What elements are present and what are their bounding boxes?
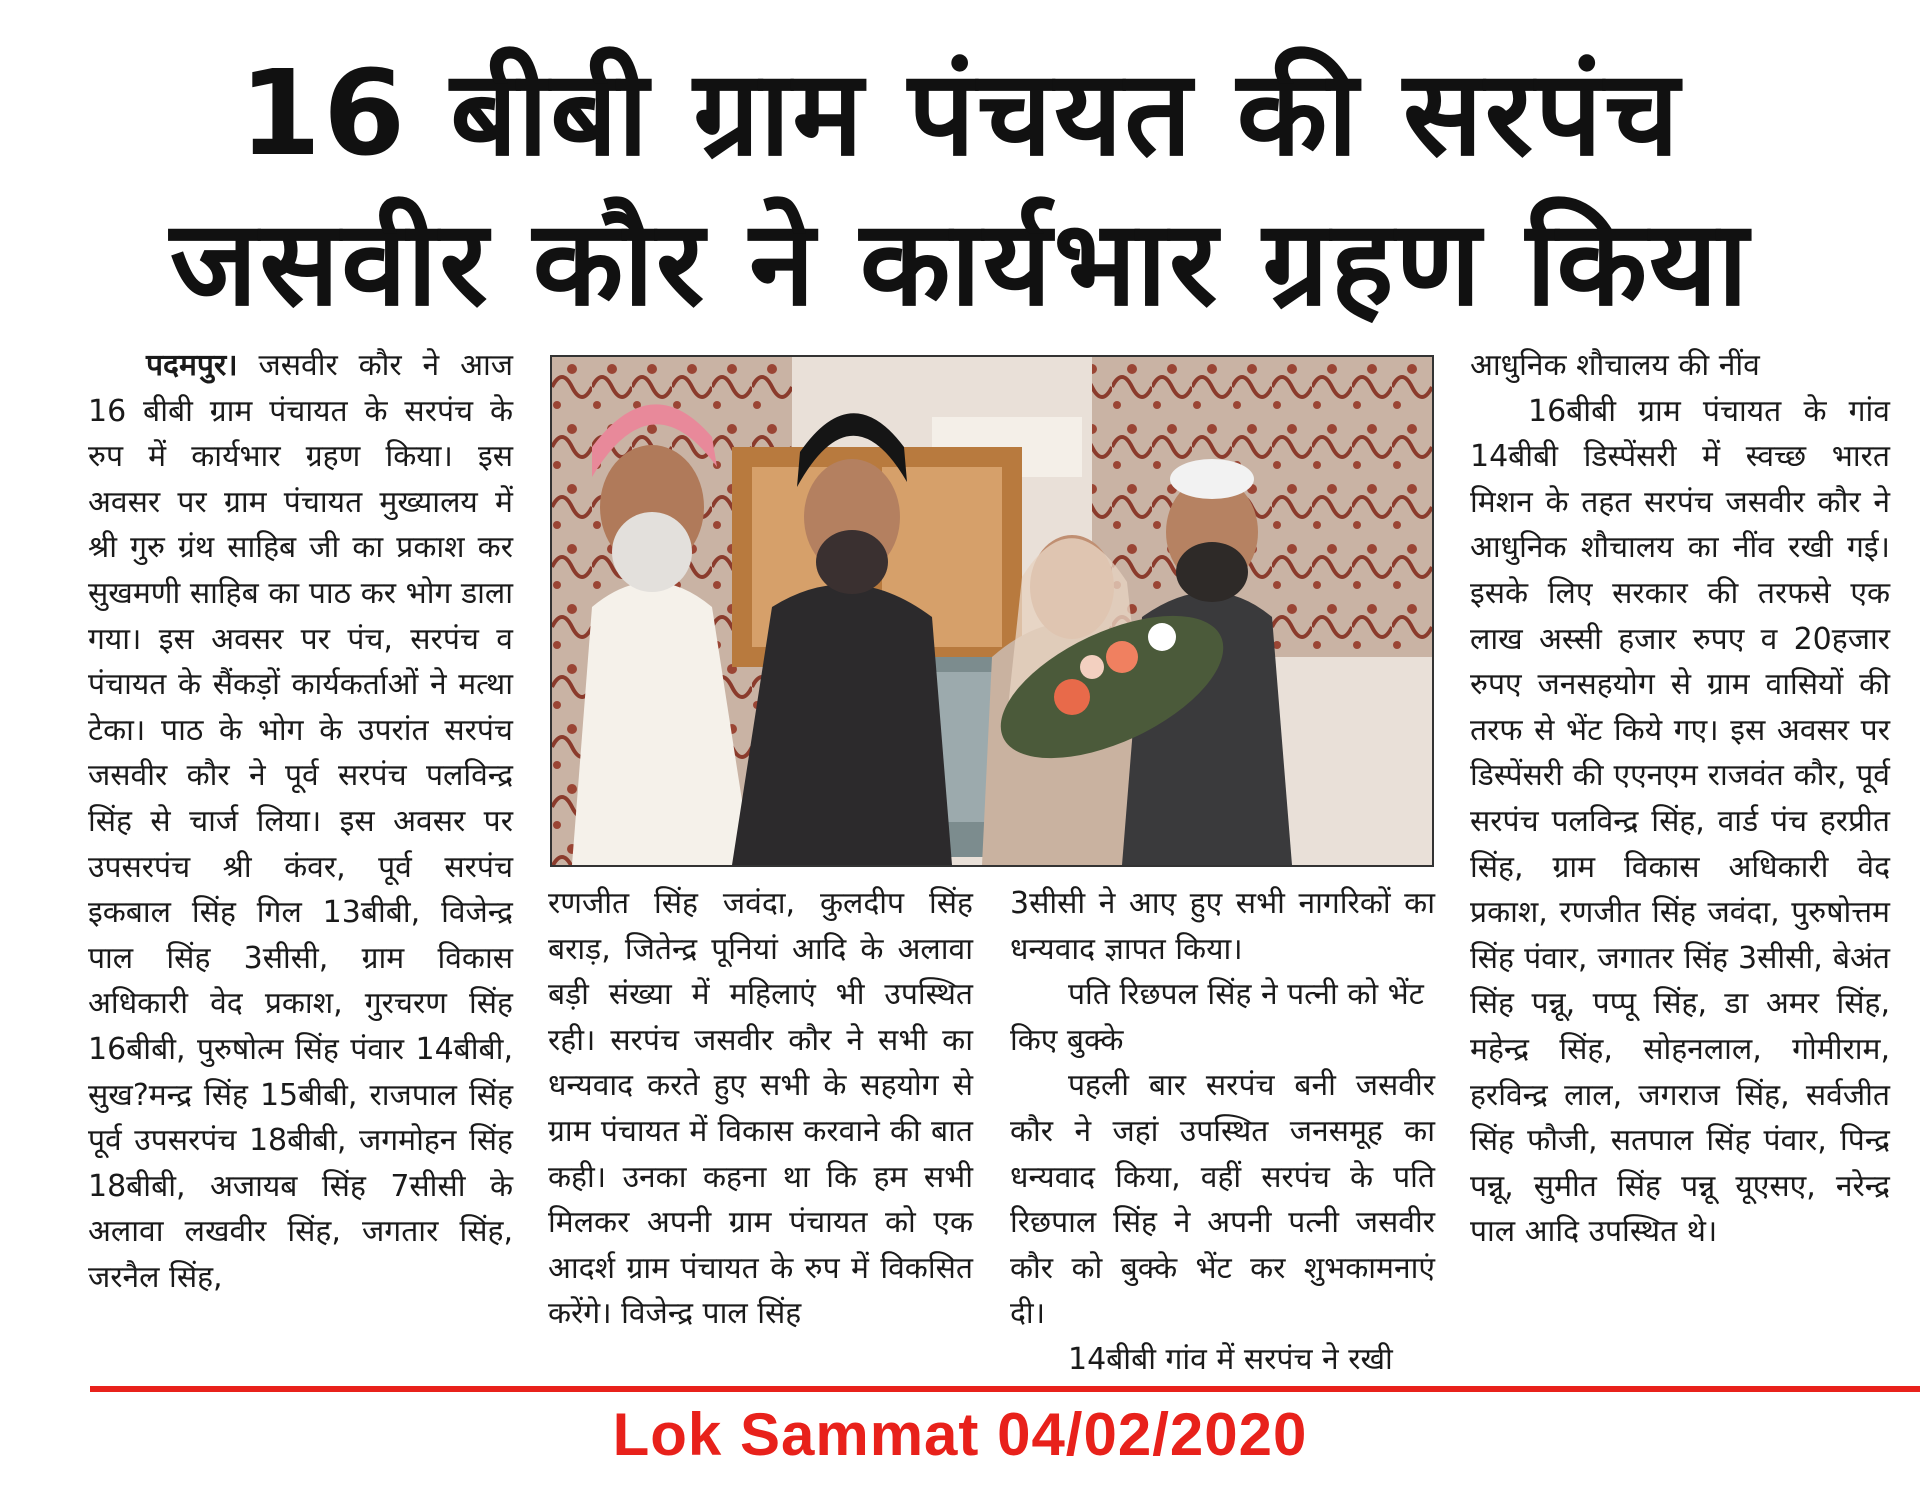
column-3-paragraph-2: पहली बार सरपंच बनी जसवीर कौर ने जहां उपस्थित जनसमूह का धन्यवाद किया, वहीं सरपंच के पति रिछपाल सिंह ने अपनी पत्नी जसवीर कौर को बुक्के भेंट कर शुभकामनाएं दी। xyxy=(1010,1068,1435,1332)
column-3-paragraph-1: 3सीसी ने आए हुए सभी नागरिकों का धन्यवाद ज्ञापत किया। xyxy=(1010,886,1435,967)
dateline: पदमपुर। xyxy=(146,348,238,383)
article-column-4 xyxy=(1470,343,1890,1255)
group-photo-illustration xyxy=(552,357,1432,865)
person-4-cap xyxy=(1170,459,1254,499)
column-4-subhead: आधुनिक शौचालय की नींव xyxy=(1470,348,1760,383)
column-3-paragraph-3: 14बीबी गांव में सरपंच ने रखी xyxy=(1068,1341,1393,1377)
article-column-2 xyxy=(548,881,973,1337)
column-3-subhead: पति रिछपल सिंह ने पत्नी को भेंट किए बुक्के xyxy=(1010,977,1424,1058)
news-photo xyxy=(550,355,1434,867)
lead-text: जसवीर कौर ने आज 16 बीबी ग्राम पंचायत के सरपंच के रुप में कार्यभार ग्रहण किया। इस अवसर पर ग्राम पंचायत मुख्यालय में श्री गुरु ग्रंथ साहिब जी का प्रकाश कर सुखमणी साहिब का पाठ कर भोग डाला गया। इस अवसर पर पंच, सरपंच व पंचायत के सैंकड़ों कार्यकर्ताओं ने मत्था टेका। पाठ के भोग के उपरांत सरपंच जसवीर कौर ने पूर्व सरपंच पलविन्द्र सिंह से चार्ज लिया। इस अवसर पर उपसरपंच श्री कंवर, पूर्व सरपंच इकबाल सिंह गिल 13बीबी, विजेन्द्र पाल सिंह 3सीसी, ग्राम विकास अधिकारी वेद प्रकाश, गुरचरण सिंह 16बीबी, पुरुषोत्म सिंह पंवार 14बीबी, सुख?मन्द्र सिंह 15बीबी, राजपाल सिंह पूर्व उपसरपंच 18बीबी, जगमोहन सिंह 18बीबी, अजायब सिंह 7सीसी के अलावा लखवीर सिंह, जगतार सिंह, जरनैल सिंह, xyxy=(88,348,513,1295)
footer-divider xyxy=(90,1386,1920,1392)
publication-footer: Lok Sammat 04/02/2020 xyxy=(612,1401,1308,1468)
column-2-text: रणजीत सिंह जवंदा, कुलदीप सिंह बराड़, जितेन्द्र पूनियां आदि के अलावा बड़ी संख्या में महिलाएं भी उपस्थित रही। सरपंच जसवीर कौर ने सभी का धन्यवाद करते हुए सभी के सहयोग से ग्राम पंचायत में विकास करवाने की बात कही। उनका कहना था कि हम सभी मिलकर अपनी ग्राम पंचायत को एक आदर्श ग्राम पंचायत के रुप में विकसित करेंगे। विजेन्द्र पाल सिंह xyxy=(548,886,973,1332)
article-lead-paragraph xyxy=(88,343,513,1300)
headline-line-2: जसवीर कौर ने कार्यभार ग्रहण किया xyxy=(169,194,1751,332)
article-column-3 xyxy=(1010,881,1435,1383)
column-4-paragraph: 16बीबी ग्राम पंचायत के गांव 14बीबी डिस्पेंसरी में स्वच्छ भारत मिशन के तहत सरपंच जसवीर कौर ने आधुनिक शौचालय का नींव रखी गई। इसके लिए सरकार की तरफसे एक लाख अस्सी हजार रुपए व 20हजार रुपए जनसहयोग से ग्राम वासियों की तरफ से भेंट किये गए। इस अवसर पर डिस्पेंसरी की एएनएम राजवंत कौर, पूर्व सरपंच पलविन्द्र सिंह, वार्ड पंच हरप्रीत सिंह, ग्राम विकास अधिकारी वेद प्रकाश, रणजीत सिंह जवंदा, पुरुषोत्तम सिंह पंवार, जगातर सिंह 3सीसी, बेअंत सिंह पन्नू, पप्पू सिंह, डा अमर सिंह, महेन्द्र सिंह, सोहनलाल, गोमीराम, हरविन्द्र लाल, जगराज सिंह, सर्वजीत सिंह फौजी, सतपाल सिंह पंवार, पिन्द्र पन्नू, सुमीत सिंह पन्नू यूएसए, नरेन्द्र पाल आदि उपस्थित थे। xyxy=(1470,393,1890,1250)
headline-line-1: 16 बीबी ग्राम पंचयत की सरपंच xyxy=(239,44,1681,182)
article-column-1 xyxy=(88,343,513,1300)
